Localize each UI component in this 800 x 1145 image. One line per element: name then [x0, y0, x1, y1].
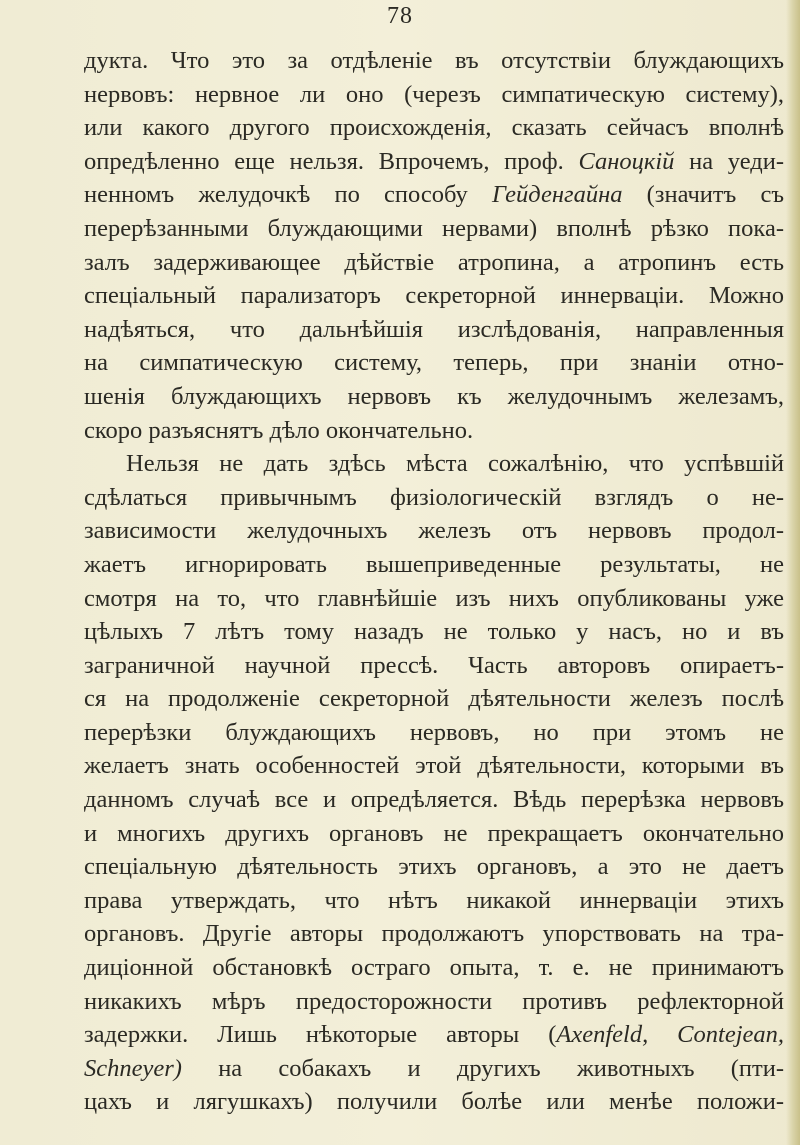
text-span: на уеди- — [674, 147, 785, 175]
text-line: диціонной обстановкѣ остраго опыта, т. е. не принимаютъ — [84, 954, 784, 982]
text-span: задержки. Лишь нѣкоторые авторы ( — [84, 1021, 557, 1049]
text-line: спеціальный парализаторъ секреторной иннерваціи. Можно — [84, 282, 784, 310]
text-line: шенія блуждающихъ нервовъ къ желудочнымъ железамъ, — [84, 382, 784, 410]
text-line: перерѣзки блуждающихъ нервовъ, но при этомъ не — [84, 718, 784, 746]
author-name-heidenhain: Гейденгайна — [491, 181, 623, 209]
text-line: данномъ случаѣ все и опредѣляется. Вѣдь перерѣзка нервовъ — [84, 786, 784, 814]
author-name-sanotsky: Саноцкій — [578, 147, 675, 175]
page-edge — [786, 0, 800, 1145]
text-line — [84, 145, 784, 179]
paragraph-start-line: Нельзя не дать здѣсь мѣста сожалѣнію, что успѣвшій — [126, 450, 784, 478]
text-line: или какого другого происхожденія, сказать сейчасъ вполнѣ — [84, 114, 784, 142]
text-line: желаетъ знать особенностей этой дѣятельности, которыми въ — [84, 752, 784, 780]
text-line: заграничной научной прессѣ. Часть авторовъ опираетъ- — [84, 651, 784, 679]
text-span: ненномъ желудочкѣ по способу — [84, 181, 492, 209]
text-line: ся на продолженіе секреторной дѣятельности железъ послѣ — [84, 685, 784, 713]
page-number: 78 — [387, 3, 413, 29]
text-line: нервовъ: нервное ли оно (черезъ симпатическую систему), — [84, 80, 784, 108]
text-line: права утверждать, что нѣтъ никакой иннерваціи этихъ — [84, 886, 784, 914]
text-line: скоро разъяснятъ дѣло окончательно. — [84, 416, 474, 444]
text-line: залъ задерживающее дѣйствіе атропина, а атропинъ есть — [84, 248, 784, 276]
text-line: зависимости желудочныхъ железъ отъ нервовъ продол- — [84, 517, 784, 545]
text-span: на собакахъ и другихъ животныхъ (пти- — [181, 1054, 784, 1082]
text-line: органовъ. Другіе авторы продолжаютъ упорствовать на тра- — [84, 920, 784, 948]
text-line: цѣлыхъ 7 лѣтъ тому назадъ не только у насъ, но и въ — [84, 618, 784, 646]
text-line: цахъ и лягушкахъ) получили болѣе или менѣе положи- — [84, 1088, 784, 1116]
text-line: перерѣзанными блуждающими нервами) вполнѣ рѣзко пока- — [84, 214, 784, 242]
text-line: надѣяться, что дальнѣйшія изслѣдованія, направленныя — [84, 315, 784, 343]
body-text — [84, 44, 784, 1119]
text-line: никакихъ мѣръ предосторожности противъ рефлекторной — [84, 987, 784, 1015]
text-line: и многихъ другихъ органовъ не прекращаетъ окончательно — [84, 819, 784, 847]
text-line — [84, 1018, 784, 1052]
text-line: жаетъ игнорировать вышеприведенные результаты, не — [84, 550, 784, 578]
text-line: дукта. Что это за отдѣленіе въ отсутствіи блуждающихъ — [84, 47, 784, 74]
text-line: спеціальную дѣятельность этихъ органовъ, а это не даетъ — [84, 853, 784, 881]
text-span: опредѣленно еще нельзя. Впрочемъ, проф. — [84, 147, 579, 175]
text-line: на симпатическую систему, теперь, при знаніи отно- — [84, 349, 784, 377]
author-names-axenfeld-contejean: Axenfeld, Contejean, — [556, 1021, 785, 1049]
author-name-schneyer: Schneyer) — [84, 1054, 182, 1082]
text-span: (значитъ съ — [622, 181, 784, 209]
text-line: смотря на то, что главнѣйшіе изъ нихъ опубликованы уже — [84, 584, 784, 612]
text-line — [84, 1052, 784, 1086]
text-line — [84, 178, 784, 212]
text-line: сдѣлаться привычнымъ физіологическій взглядъ о не- — [84, 483, 784, 511]
